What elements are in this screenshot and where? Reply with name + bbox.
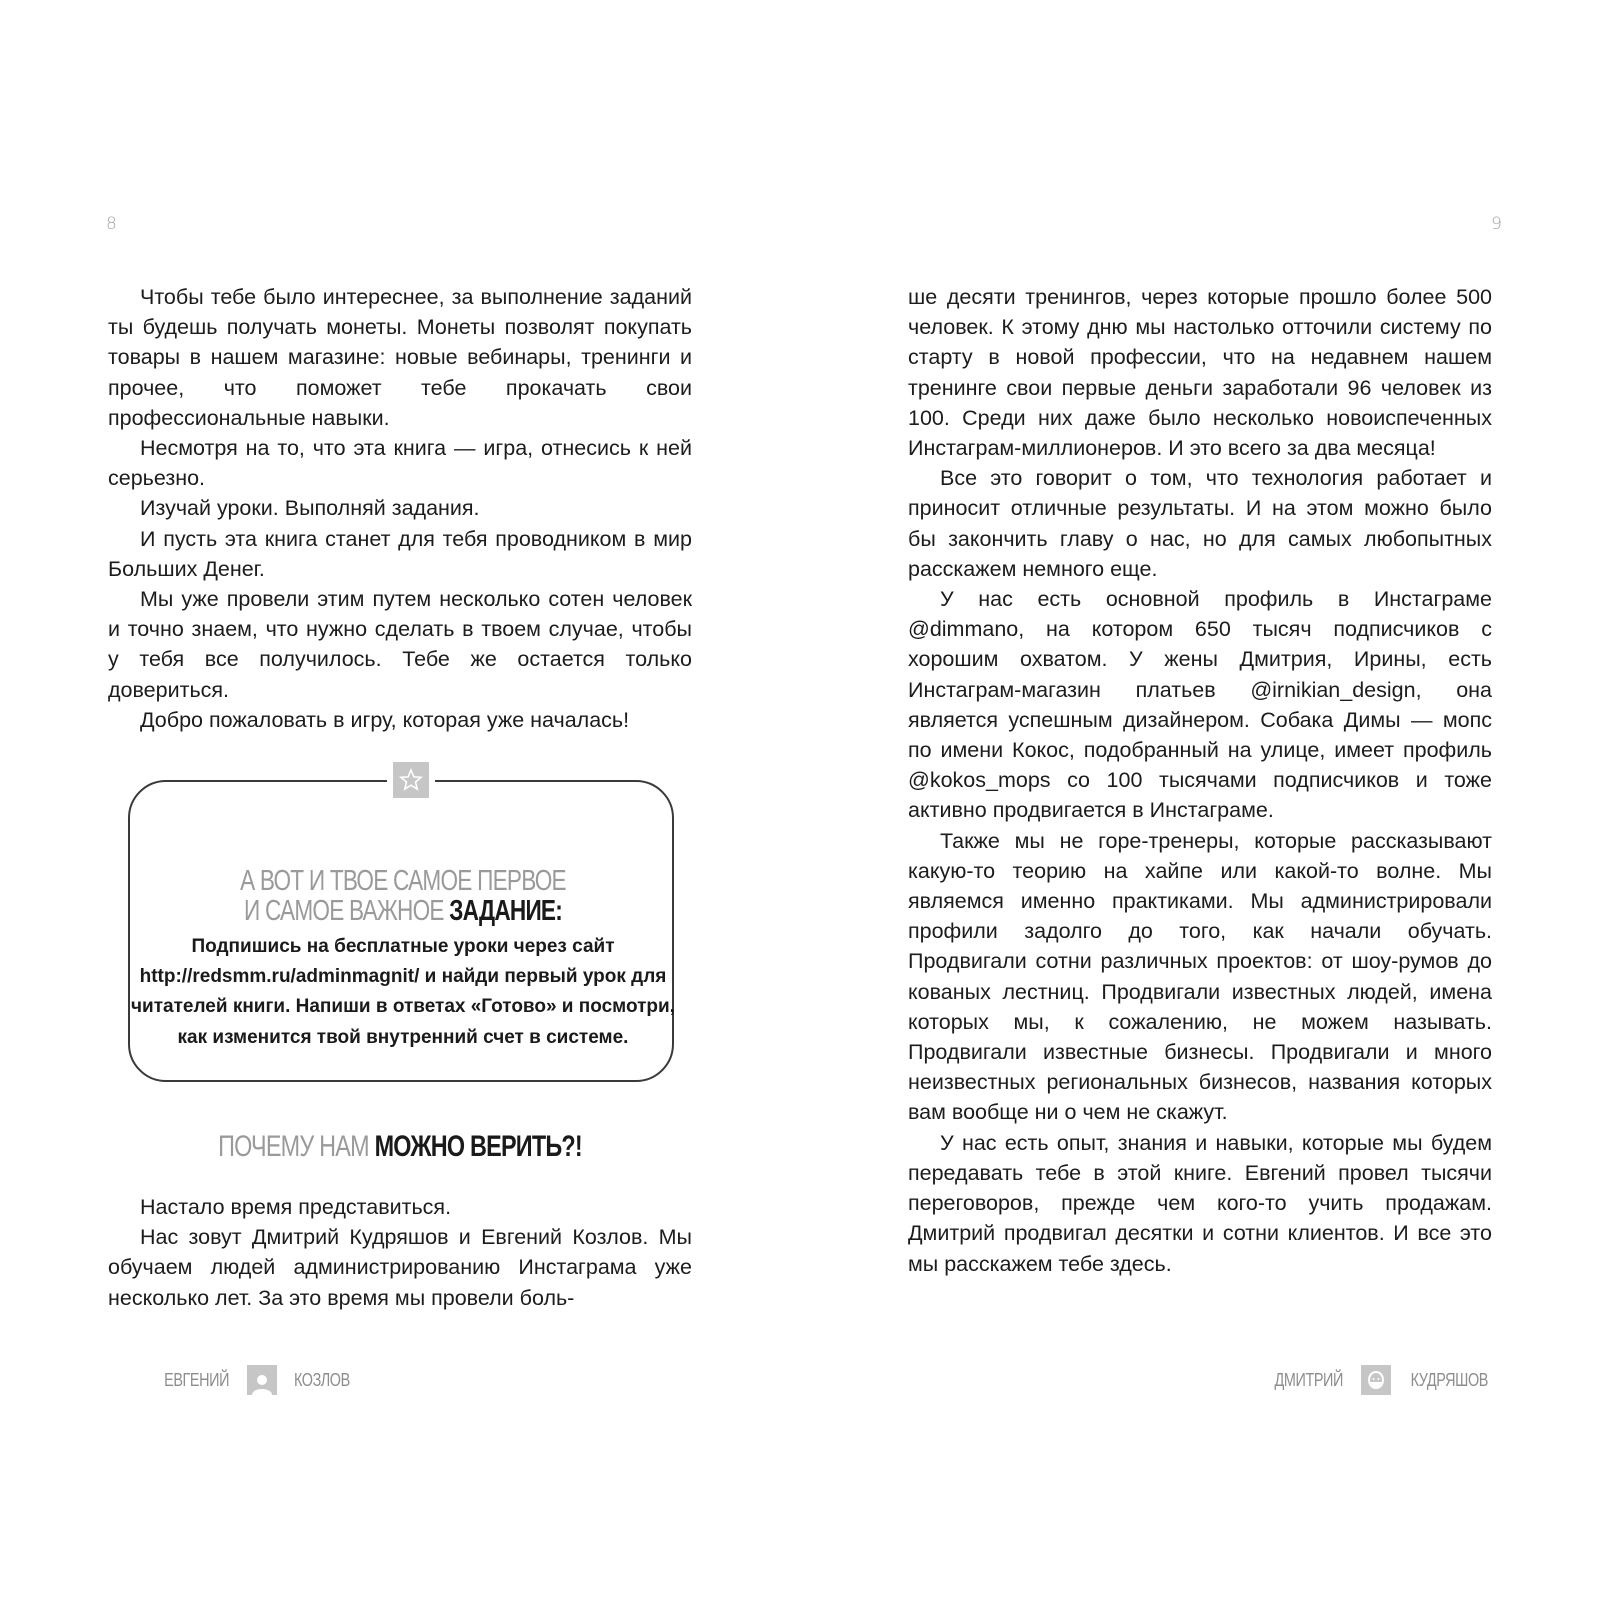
task-text: Подпишись на бесплатные уроки через сайт http://redsmm.ru/adminmagnit/ и найди первый урок для читателей книги. Напиши в ответах «Готово» и посмотри, как изменится твой внутренний счет в системе. [131,936,675,1048]
bearded-face-icon [1361,1365,1391,1395]
star-icon [387,762,435,798]
right-page [800,0,1600,1600]
paragraph: У нас есть опыт, знания и навыки, которые мы будем передавать тебе в этой книге. Евгений провел тысячи переговоров, прежде чем кого-то учить продажам. Дмитрий продвигал десятки и сотни клиентов. И все это мы расскажем тебе здесь. [908,1130,1492,1276]
paragraph: Все это говорит о том, что технология работает и приносит отличные результаты. И на этом можно было бы закончить главу о нас, но для самых любопытных расскажем немного еще. [908,466,1492,581]
section-title-bold: МОЖНО ВЕРИТЬ?! [374,1130,582,1163]
author-footer [1266,1364,1498,1396]
paragraph: ше десяти тренингов, через которые прошло более 500 человек. К этому дню мы настолько отточили систему по старту в новой профессии, что на недавнем нашем тренинге свои первые деньги заработали 96 человек из 100. Среди них даже было несколько новоиспеченных Инстаграм-миллионеров. И это всего за два месяца! [908,285,1492,461]
right-text-block [908,282,1492,1279]
task-box [128,762,678,1088]
section-title [172,1130,628,1164]
paragraph: У нас есть основной профиль в Инстаграме @dimmano, на котором 650 тысяч подписчиков с хорошим охватом. У жены Дмитрия, Ирины, есть Инстаграм-магазин платьев @irnikian_design, она является успешным дизайнером. Собака Димы — мопс по имени Кокос, подобранный на улице, имеет профиль @kokos_mops со 100 тысячами подписчиков и тоже активно продвигается в Инстаграме. [908,587,1492,823]
left-text-block-2 [108,1192,692,1313]
task-heading-bold: ЗАДАНИЕ: [449,895,562,927]
person-icon [247,1365,277,1395]
paragraph: И пусть эта книга станет для тебя проводником в мир Больших Денег. [108,526,692,581]
paragraph: Добро пожаловать в игру, которая уже началась! [140,707,630,732]
paragraph: Несмотря на то, что эта книга — игра, отнесись к ней серьезно. [108,436,692,491]
author-footer [156,1364,357,1396]
author-last-name: КУДРЯШОВ [1411,1369,1489,1390]
paragraph: Настало время представиться. [140,1195,452,1219]
section-title-light: ПОЧЕМУ НАМ [218,1130,375,1163]
author-last-name: КОЗЛОВ [294,1369,350,1390]
task-heading-light: И САМОЕ ВАЖНОЕ [244,895,450,927]
task-heading-line1: А ВОТ И ТВОЕ САМОЕ ПЕРВОЕ [240,865,566,897]
paragraph: Чтобы тебе было интереснее, за выполнение заданий ты будешь получать монеты. Монеты позволят покупать товары в нашем магазине: новые вебинары, тренинги и прочее, что поможет тебе прокачать свои профессиональные навыки. [108,285,692,430]
task-heading-line2 [190,896,616,926]
task-frame [128,780,674,1082]
page-number: 9 [1491,214,1502,234]
page-number: 8 [106,214,117,234]
paragraph: Изучай уроки. Выполняй задания. [140,496,480,521]
left-text-block [108,282,692,735]
author-first-name: ДМИТРИЙ [1274,1369,1343,1390]
paragraph: Нас зовут Дмитрий Кудряшов и Евгений Козлов. Мы обучаем людей администрированию Инстаграма уже несколько лет. За это время мы провели боль- [108,1225,692,1310]
paragraph: Также мы не горе-тренеры, которые рассказывают какую-то теорию на хайпе или какой-то волне. Мы являемся именно практиками. Мы администрировали профили задолго до того, как начали обучать. Продвигали сотни различных проектов: от шоу-румов до кованых лестниц. Продвигали известных людей, имена которых мы, к сожалению, не можем называть. Продвигали известные бизнесы. Продвигали и много неизвестных региональных бизнесов, названия которых вам вообще ни о чем не скажут. [908,828,1492,1125]
task-heading [190,866,616,926]
author-first-name: ЕВГЕНИЙ [164,1369,230,1390]
paragraph: Мы уже провели этим путем несколько сотен человек и точно знаем, что нужно сделать в твоем случае, чтобы у тебя все получилось. Тебе же остается только довериться. [108,587,692,702]
